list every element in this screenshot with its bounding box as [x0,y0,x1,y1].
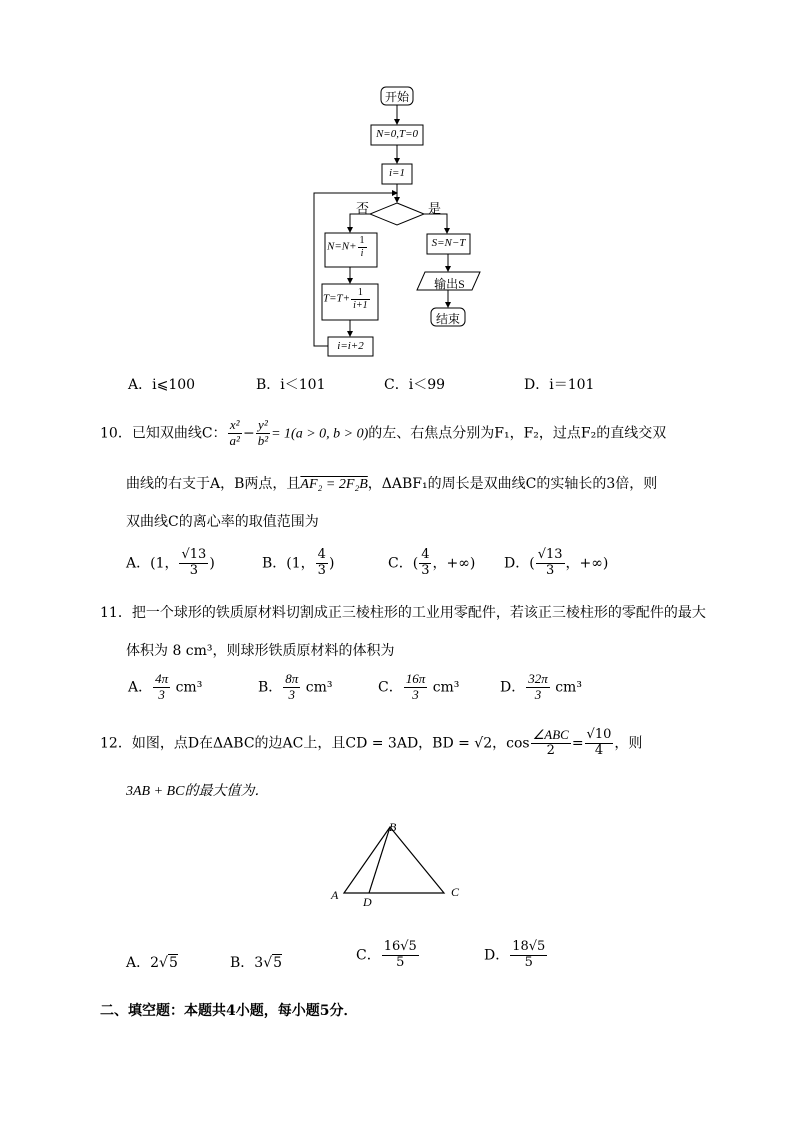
q11-b-unit: cm³ [305,679,333,696]
q12-line2: 3AB + BC的最大值为． [126,784,269,799]
t-update-label [323,287,371,311]
q12-cos-eq: = [571,735,584,752]
q10-frac-y [256,418,270,449]
q10-c-den: 3 [421,562,430,578]
q10-line1 [100,418,666,449]
q12-text-a: 如图，点D在ΔABC的边AC上，且CD = 3AD，BD = √2，cos [131,735,530,752]
q10-line2-a: 曲线的右支于A，B两点，且 [126,476,301,492]
q12-option-c [356,940,420,971]
q11-c-den: 3 [412,686,419,702]
t-frac-num: 1 [351,287,370,300]
q10-number: 10． [100,425,132,442]
q11-line2: 体积为 8 cm³，则球形铁质原材料的体积为 [126,643,395,659]
init-label: N=0,T=0 [375,128,419,140]
i-init-label: i=1 [389,167,405,179]
q12-rhs-frac [585,728,614,759]
q10-line2-b: ，ΔABF₁的周长是双曲线C的实轴长的3倍，则 [367,476,658,492]
flowchart [300,80,500,360]
q10-d-post: ，+∞) [565,555,609,572]
q11-a-num: 4π [155,671,169,686]
q11-c-pre: C． [378,679,403,696]
q12-cos-den: 2 [546,742,555,758]
q11-a-den: 3 [158,686,165,702]
section2-heading: 二、填空题：本题共4小题，每小题5分． [100,1003,358,1019]
triangle-diagram [326,818,476,918]
q10-vector: AF₂ = 2F₂B [300,477,368,492]
q10-option-b [262,548,334,579]
q10-option-a [126,548,215,579]
q10-eq-x: x² [228,418,242,434]
q12-option-d [484,940,548,971]
q11-option-a [128,672,202,703]
t-frac [351,287,370,311]
q11-c-unit: cm³ [432,679,460,696]
q11-d-frac [526,672,550,703]
q10-a-den: 3 [189,562,199,578]
q10-option-c [388,548,475,579]
q12-a-rad: 5 [168,955,178,971]
output-label: 输出S [434,277,465,291]
label-b: B [389,820,397,834]
q12-d-pre: D． [484,947,510,964]
q11-d-num: 32π [528,671,548,686]
q11-c-frac [404,672,428,703]
q12-text-b: ，则 [614,735,643,752]
triangle-abc [344,827,444,893]
q10-b-pre: B．(1， [262,555,315,572]
q10-eq-b: b² [257,432,269,448]
label-c: C [451,885,460,899]
q12-c-frac [382,940,419,971]
q12-rhs-num: √10 [586,727,612,742]
q12-a-pre: A． [126,955,151,971]
q12-cos-num: ∠ABC [532,727,569,742]
q10-eq-minus: − [242,425,255,442]
t-update-text: T=T+ [323,292,351,305]
q10-b-frac [316,548,328,579]
q10-text-a: 已知双曲线C： [131,425,227,442]
q12-c-num: 16√5 [383,939,417,954]
q11-line1 [100,602,706,622]
condition-diamond [370,203,424,225]
q12-number: 12． [100,735,132,752]
start-label: 开始 [384,90,409,104]
q10-b-den: 3 [317,562,326,578]
q9-option-b: B．i＜101 [256,377,326,393]
q10-eq-a: a² [229,432,240,448]
q12-b-val: 3 [254,955,264,971]
s-calc-label: S=N−T [431,237,466,249]
q11-d-unit: cm³ [555,679,582,696]
q10-c-post: ，+∞) [432,555,476,572]
n-update-text: N=N+ [327,240,357,253]
q10-c-pre: C．( [388,555,419,572]
q11-b-pre: B． [258,679,283,696]
n-frac-num: 1 [359,235,365,246]
q12-option-b: B．3√5 [230,955,283,971]
q10-text-b: 的左、右焦点分别为F₁，F₂，过点F₂的直线交双 [368,425,667,442]
q11-b-den: 3 [288,686,296,702]
q11-option-c [378,672,459,703]
q12-line1 [100,728,642,759]
q11-d-den: 3 [534,686,542,702]
q12-cos-frac [531,728,571,759]
q11-b-frac [283,672,300,703]
q11-option-d [500,672,582,703]
q11-option-b [258,672,333,703]
q11-a-frac [153,672,170,703]
end-label: 结束 [435,312,460,326]
q10-a-num: √13 [181,547,207,562]
q10-line2 [126,473,657,493]
n-update-label [327,235,368,259]
q12-rhs-den: 4 [594,742,604,758]
no-label: 否 [356,201,370,216]
q11-d-pre: D． [500,679,526,696]
q10-d-den: 3 [545,562,555,578]
q12-option-a: A．2√5 [126,955,178,971]
label-d: D [363,895,372,909]
q12-d-den: 5 [524,954,533,970]
q12-b-pre: B． [230,955,255,971]
n-frac [358,235,367,259]
q11-text: 把一个球形的铁质原材料切割成正三棱柱形的工业用零配件，若该正三棱柱形的零配件的最大 [131,605,706,621]
q12-c-den: 5 [396,954,405,970]
q10-d-frac [536,548,565,579]
q10-a-pre: A．(1， [126,555,179,572]
label-a: A [331,888,339,902]
q10-d-pre: D．( [504,555,535,572]
q10-b-post: ) [328,555,335,572]
q12-a-val: 2 [150,955,160,971]
q10-d-num: √13 [537,547,563,562]
q10-eq-y: y² [256,418,270,434]
q10-option-d [504,548,608,579]
q10-frac-x [228,418,242,449]
q12-c-pre: C． [356,947,381,964]
i-update-label: i=i+2 [337,340,364,352]
q10-c-num: 4 [421,547,430,562]
q11-a-unit: cm³ [175,679,203,696]
q11-b-num: 8π [285,671,299,686]
q9-option-d: D．i＝101 [524,377,595,393]
q12-b-rad: 5 [273,955,283,971]
q9-option-a: A．i⩽100 [128,377,196,393]
q10-c-frac [419,548,431,579]
t-frac-den: i+1 [353,299,368,311]
n-frac-den: i [360,247,364,259]
q12-d-num: 18√5 [512,939,546,954]
q12-d-frac [510,940,547,971]
q11-c-num: 16π [405,671,426,686]
yes-label: 是 [428,201,442,216]
q11-number: 11． [100,605,132,621]
q10-line3: 双曲线C的离心率的取值范围为 [126,514,319,530]
q11-a-pre: A． [128,679,153,696]
q10-a-post: ) [209,555,215,572]
q10-eq-rest: = 1(a > 0, b > 0) [271,426,369,442]
q10-a-frac [179,548,208,579]
q9-option-c: C．i＜99 [384,377,446,393]
q10-b-num: 4 [317,547,326,562]
segment-bd [369,827,390,893]
